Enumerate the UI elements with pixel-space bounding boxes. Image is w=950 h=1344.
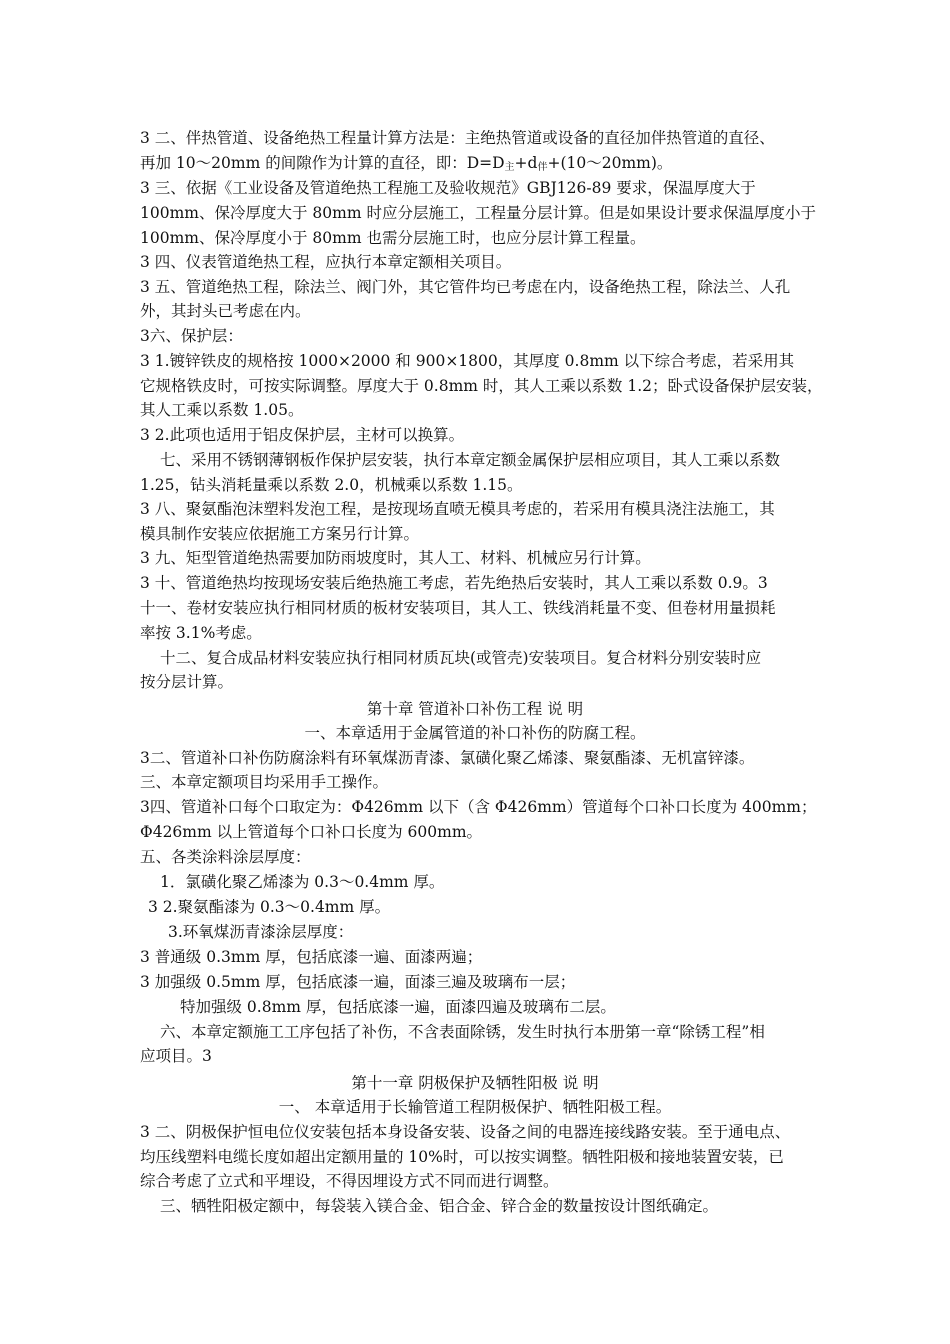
text-line: 综合考虑了立式和平埋设，不得因埋设方式不同而进行调整。 bbox=[140, 1172, 559, 1190]
text-line: 外，其封头已考虑在内。 bbox=[140, 302, 311, 320]
text-line: 3 2.聚氨酯漆为 0.3～0.4mm 厚。 bbox=[148, 898, 391, 916]
text-line: 1．氯磺化聚乙烯漆为 0.3～0.4mm 厚。 bbox=[160, 873, 445, 891]
text-line: 五、各类涂料涂层厚度： bbox=[140, 848, 311, 866]
text-line: 3 二、阴极保护恒电位仪安装包括本身设备安装、设备之间的电器连接线路安装。至于通电点、 bbox=[140, 1123, 791, 1141]
text-line: Φ426mm 以上管道每个口补口长度为 600mm。 bbox=[140, 823, 483, 841]
text-line: 100mm、保冷厚度大于 80mm 时应分层施工，工程量分层计算。但是如果设计要求保温厚度小于 bbox=[140, 204, 816, 222]
text-line: 3 二、伴热管道、设备绝热工程量计算方法是：主绝热管道或设备的直径加伴热管道的直径、 bbox=[140, 129, 775, 147]
text-line: 三、本章定额项目均采用手工操作。 bbox=[140, 773, 389, 791]
chapter-10-heading: 第十章 管道补口补伤工程 说 明 bbox=[366, 700, 584, 718]
text-line: 3 九、矩型管道绝热需要加防雨坡度时，其人工、材料、机械应另行计算。 bbox=[140, 549, 651, 567]
text-line: 3六、保护层： bbox=[140, 327, 243, 345]
text-line: 十二、复合成品材料安装应执行相同材质瓦块(或管壳)安装项目。复合材料分别安装时应 bbox=[160, 649, 762, 667]
text-line: 率按 3.1%考虑。 bbox=[140, 624, 262, 642]
text-line: 它规格铁皮时，可按实际调整。厚度大于 0.8mm 时，其人工乘以系数 1.2；卧式设备保护层安装， bbox=[140, 377, 823, 395]
text-line: 3 八、聚氨酯泡沫塑料发泡工程，是按现场直喷无模具考虑的，若采用有模具浇注法施工，其 bbox=[140, 500, 775, 518]
text-line: 3 十、管道绝热均按现场安装后绝热施工考虑，若先绝热后安装时，其人工乘以系数 0.9。3 bbox=[140, 574, 768, 592]
text-line: 六、本章定额施工工序包括了补伤，不含表面除锈，发生时执行本册第一章“除锈工程”相 bbox=[160, 1023, 765, 1041]
text-line: 按分层计算。 bbox=[140, 673, 234, 691]
text-line: 3 加强级 0.5mm 厚，包括底漆一遍，面漆三遍及玻璃布一层； bbox=[140, 973, 576, 991]
text-line: 3 三、依据《工业设备及管道绝热工程施工及验收规范》GBJ126-89 要求，保温厚度大于 bbox=[140, 179, 756, 197]
text-line: 3 2.此项也适用于铝皮保护层，主材可以换算。 bbox=[140, 426, 465, 444]
chapter-11-heading: 第十一章 阴极保护及牺牲阳极 说 明 bbox=[351, 1074, 599, 1092]
text-line: 均压线塑料电缆长度如超出定额用量的 10%时，可以按实调整。牺牲阳极和接地装置安装，已 bbox=[140, 1148, 784, 1166]
formula-mid: +d bbox=[514, 154, 538, 172]
text-line: 3 五、管道绝热工程，除法兰、阀门外，其它管件均已考虑在内，设备绝热工程，除法兰、人孔 bbox=[140, 278, 791, 296]
text-line: 一、本章适用于金属管道的补口补伤的防腐工程。 bbox=[304, 724, 646, 742]
formula-sub-trace: 伴 bbox=[537, 162, 548, 173]
formula-sub-main: 主 bbox=[504, 162, 515, 173]
text-line: 100mm、保冷厚度小于 80mm 也需分层施工时，也应分层计算工程量。 bbox=[140, 229, 646, 247]
text-line: 3.环氧煤沥青漆涂层厚度： bbox=[168, 923, 354, 941]
text-line: 3四、管道补口每个口取定为：Φ426mm 以下（含 Φ426mm）管道每个口补口长度为 400mm； bbox=[140, 798, 817, 816]
text-line: 3 普通级 0.3mm 厚，包括底漆一遍、面漆两遍； bbox=[140, 948, 483, 966]
text-line: 3二、管道补口补伤防腐涂料有环氧煤沥青漆、氯磺化聚乙烯漆、聚氨酯漆、无机富锌漆。 bbox=[140, 749, 755, 767]
formula-prefix: 再加 10～20mm 的间隙作为计算的直径，即：D=D bbox=[140, 154, 505, 172]
text-line: 3 1.镀锌铁皮的规格按 1000×2000 和 900×1800，其厚度 0.8mm 以下综合考虑，若采用其 bbox=[140, 352, 795, 370]
text-line: 其人工乘以系数 1.05。 bbox=[140, 401, 304, 419]
text-line: 十一、卷材安装应执行相同材质的板材安装项目，其人工、铁线消耗量不变、但卷材用量损耗 bbox=[140, 599, 776, 617]
text-line: 特加强级 0.8mm 厚，包括底漆一遍，面漆四遍及玻璃布二层。 bbox=[180, 998, 616, 1016]
text-line: 三、牺牲阳极定额中，每袋装入镁合金、铝合金、锌合金的数量按设计图纸确定。 bbox=[160, 1197, 719, 1215]
text-line: 模具制作安装应依据施工方案另行计算。 bbox=[140, 525, 420, 543]
text-line: 1.25，钻头消耗量乘以系数 2.0，机械乘以系数 1.15。 bbox=[140, 476, 523, 494]
text-line: 一、 本章适用于长输管道工程阴极保护、牺牲阳极工程。 bbox=[278, 1098, 672, 1116]
text-line: 3 四、仪表管道绝热工程，应执行本章定额相关项目。 bbox=[140, 253, 512, 271]
text-line: 应项目。3 bbox=[140, 1047, 212, 1065]
formula-tail: +(10～20mm)。 bbox=[547, 154, 673, 172]
text-line: 七、采用不锈钢薄钢板作保护层安装，执行本章定额金属保护层相应项目，其人工乘以系数 bbox=[160, 451, 781, 469]
